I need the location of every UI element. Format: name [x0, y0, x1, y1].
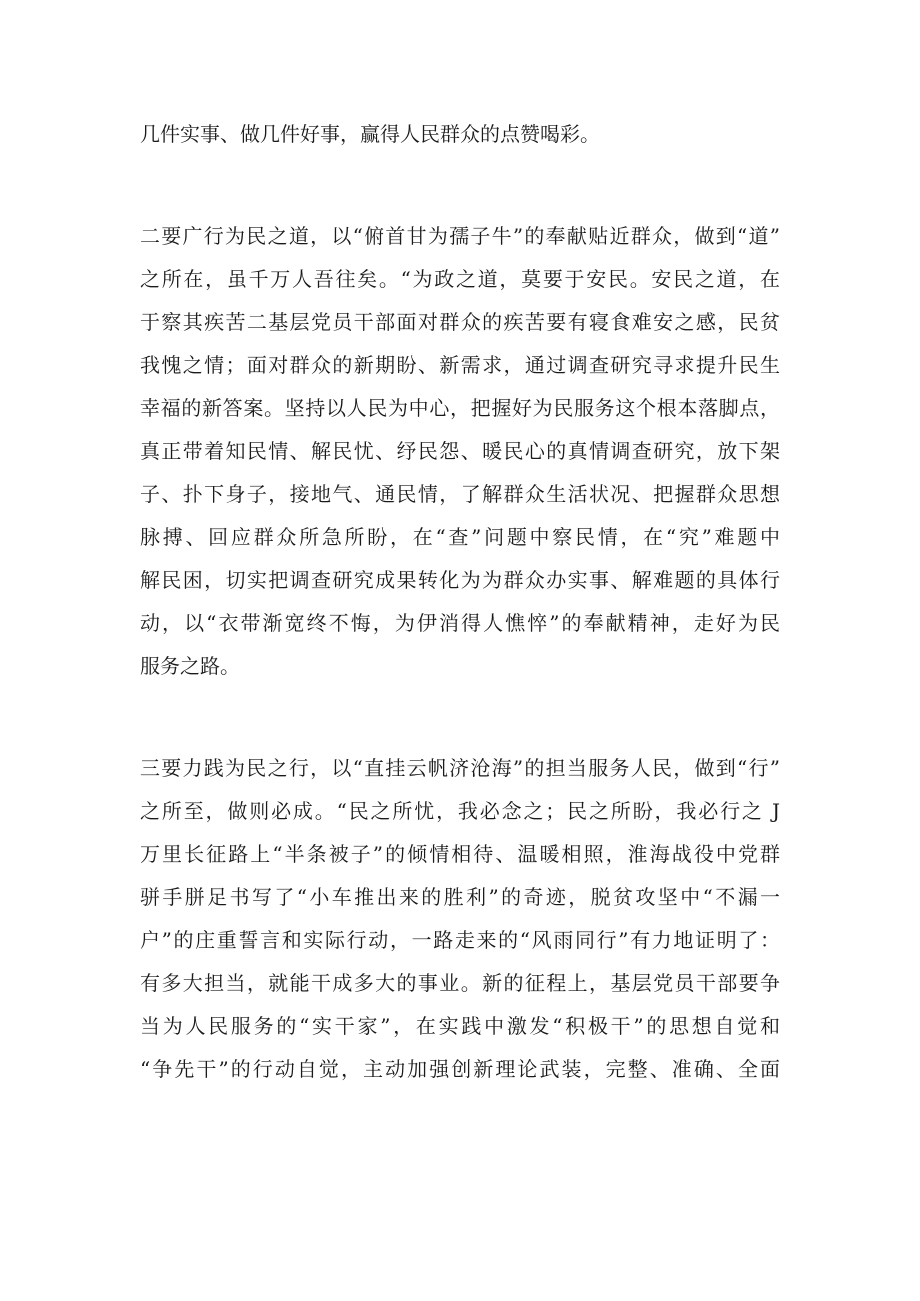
text-line: 解民困，切实把调查研究成果转化为为群众办实事、解难题的具体行 — [140, 568, 780, 592]
text-line: 户”的庄重誓言和实际行动，一路走来的“风雨同行”有力地证明了： — [140, 928, 780, 952]
text-line: 当为人民服务的“实干家”，在实践中激发“积极干”的思想自觉和 — [140, 1014, 780, 1038]
text-line: 幸福的新答案。坚持以人民为中心，把握好为民服务这个根本落脚点， — [140, 396, 780, 420]
text-line: 子、扑下身子，接地气、通民情，了解群众生活状况、把握群众思想 — [140, 482, 780, 506]
text-line: 之所在，虽千万人吾往矣。“为政之道，莫要于安民。安民之道，在 — [140, 267, 780, 291]
text-line: 几件实事、做几件好事，赢得人民群众的点赞喝彩。 — [140, 122, 600, 146]
text-line: 三要力践为民之行，以“直挂云帆济沧海”的担当服务人民，做到“行” — [140, 756, 780, 780]
text-line: 服务之路。 — [140, 654, 240, 678]
text-line: 真正带着知民情、解民忧、纾民怨、暖民心的真情调查研究，放下架 — [140, 439, 780, 463]
text-line: “争先干”的行动自觉，主动加强创新理论武装，完整、准确、全面 — [140, 1057, 780, 1081]
text-line: 动，以“衣带渐宽终不悔，为伊消得人憔悴”的奉献精神，走好为民 — [140, 611, 780, 635]
text-line: 骈手胼足书写了“小车推出来的胜利”的奇迹，脱贫攻坚中“不漏一 — [140, 885, 780, 909]
text-line: 脉搏、回应群众所急所盼，在“查”问题中察民情，在“究”难题中 — [140, 525, 780, 549]
text-line: 我愧之情；面对群众的新期盼、新需求，通过调查研究寻求提升民生 — [140, 353, 780, 377]
text-line: 有多大担当，就能干成多大的事业。新的征程上，基层党员干部要争 — [140, 971, 780, 995]
text-line: 于察其疾苦二基层党员干部面对群众的疾苦要有寝食难安之感，民贫 — [140, 310, 780, 334]
text-line: 万里长征路上“半条被子”的倾情相待、温暖相照，淮海战役中党群 — [140, 842, 780, 866]
text-line: 二要广行为民之道，以“俯首甘为孺子牛”的奉献贴近群众，做到“道” — [140, 224, 780, 248]
text-line: 之所至，做则必成。“民之所忧，我必念之；民之所盼，我必行之 J — [140, 799, 780, 823]
